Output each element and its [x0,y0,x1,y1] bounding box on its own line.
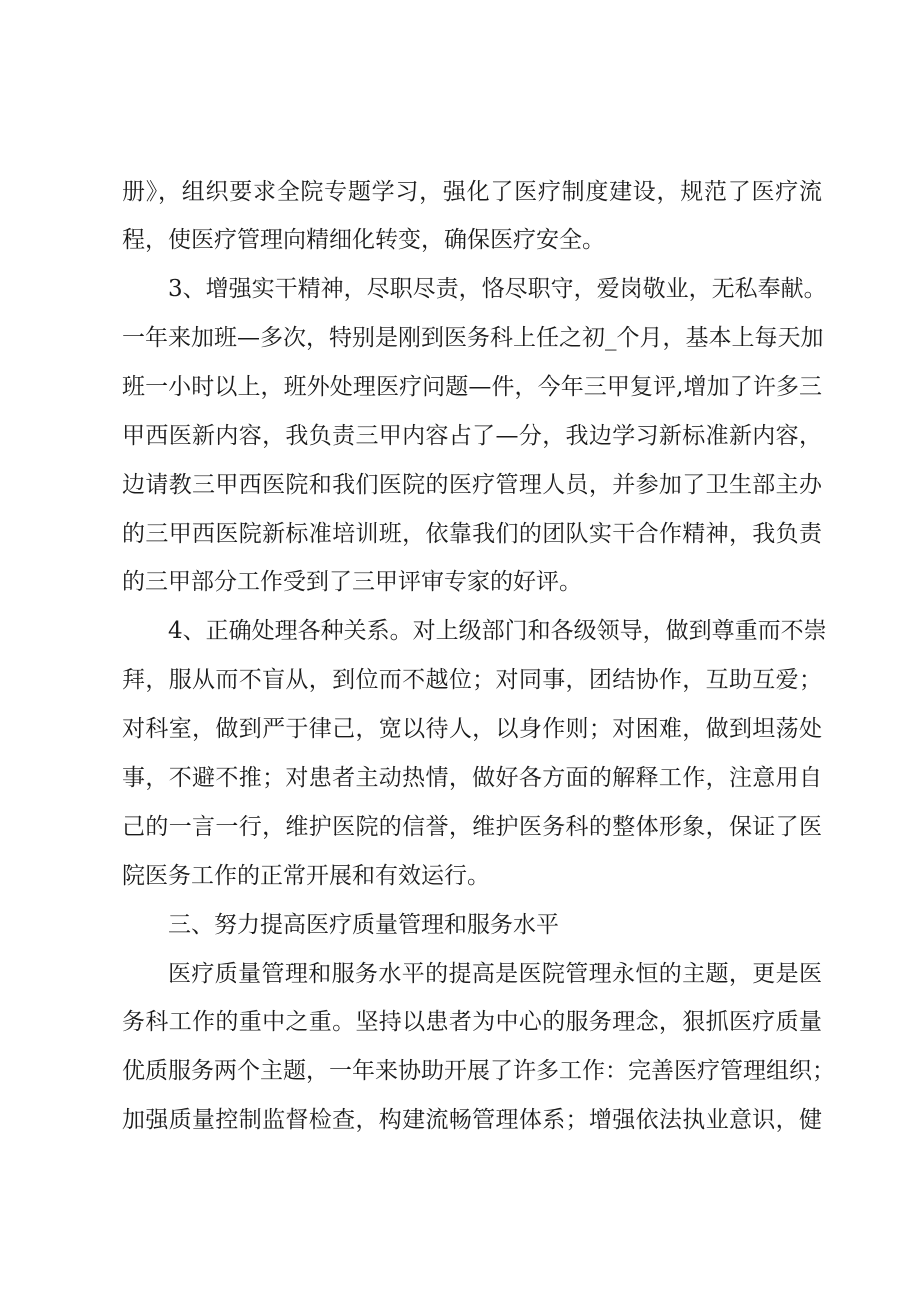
text-line: 院医务工作的正常开展和有效运行。 [122,863,490,889]
text-line: 4、正确处理各种关系。对上级部门和各级领导，做到尊重而不崇 [168,618,827,644]
text-line: 事，不避不推；对患者主动热情，做好各方面的解释工作，注意用自 [122,765,822,791]
text-line: 程，使医疗管理向精细化转变，确保医疗安全。 [122,227,605,253]
text-line: 3、增强实干精神，尽职尽责，恪尽职守，爱岗敬业，无私奉献。 [168,276,827,302]
text-line: 班一小时以上，班外处理医疗问题—件，今年三甲复评,增加了许多三 [122,374,822,400]
text-line: 甲西医新内容，我负责三甲内容占了—分，我边学习新标准新内容， [122,423,822,449]
text-line: 务科工作的重中之重。坚持以患者为中心的服务理念，狠抓医疗质量 [122,1009,822,1035]
section-heading: 三、努力提高医疗质量管理和服务水平 [168,912,559,938]
text-line: 的三甲部分工作受到了三甲评审专家的好评。 [122,569,582,595]
text-line: 的三甲西医院新标准培训班，依靠我们的团队实干合作精神，我负责 [122,521,822,547]
text-line: 一年来加班—多次，特别是刚到医务科上任之初_个月，基本上每天加 [122,325,824,351]
text-line: 拜，服从而不盲从，到位而不越位；对同事，团结协作，互助互爱； [122,667,822,693]
text-line: 己的一言一行，维护医院的信誉，维护医务科的整体形象，保证了医 [122,814,822,840]
text-line: 对科室，做到严于律己，宽以待人，以身作则；对困难，做到坦荡处 [122,716,822,742]
text-line: 加强质量控制监督检查，构建流畅管理体系；增强依法执业意识，健 [122,1107,822,1133]
text-line: 册》，组织要求全院专题学习，强化了医疗制度建设，规范了医疗流 [122,179,822,205]
text-line: 边请教三甲西医院和我们医院的医疗管理人员，并参加了卫生部主办 [122,472,822,498]
text-line: 优质服务两个主题，一年来协助开展了许多工作：完善医疗管理组织； [122,1058,835,1084]
text-line: 医疗质量管理和服务水平的提高是医院管理永恒的主题，更是医 [168,961,822,987]
